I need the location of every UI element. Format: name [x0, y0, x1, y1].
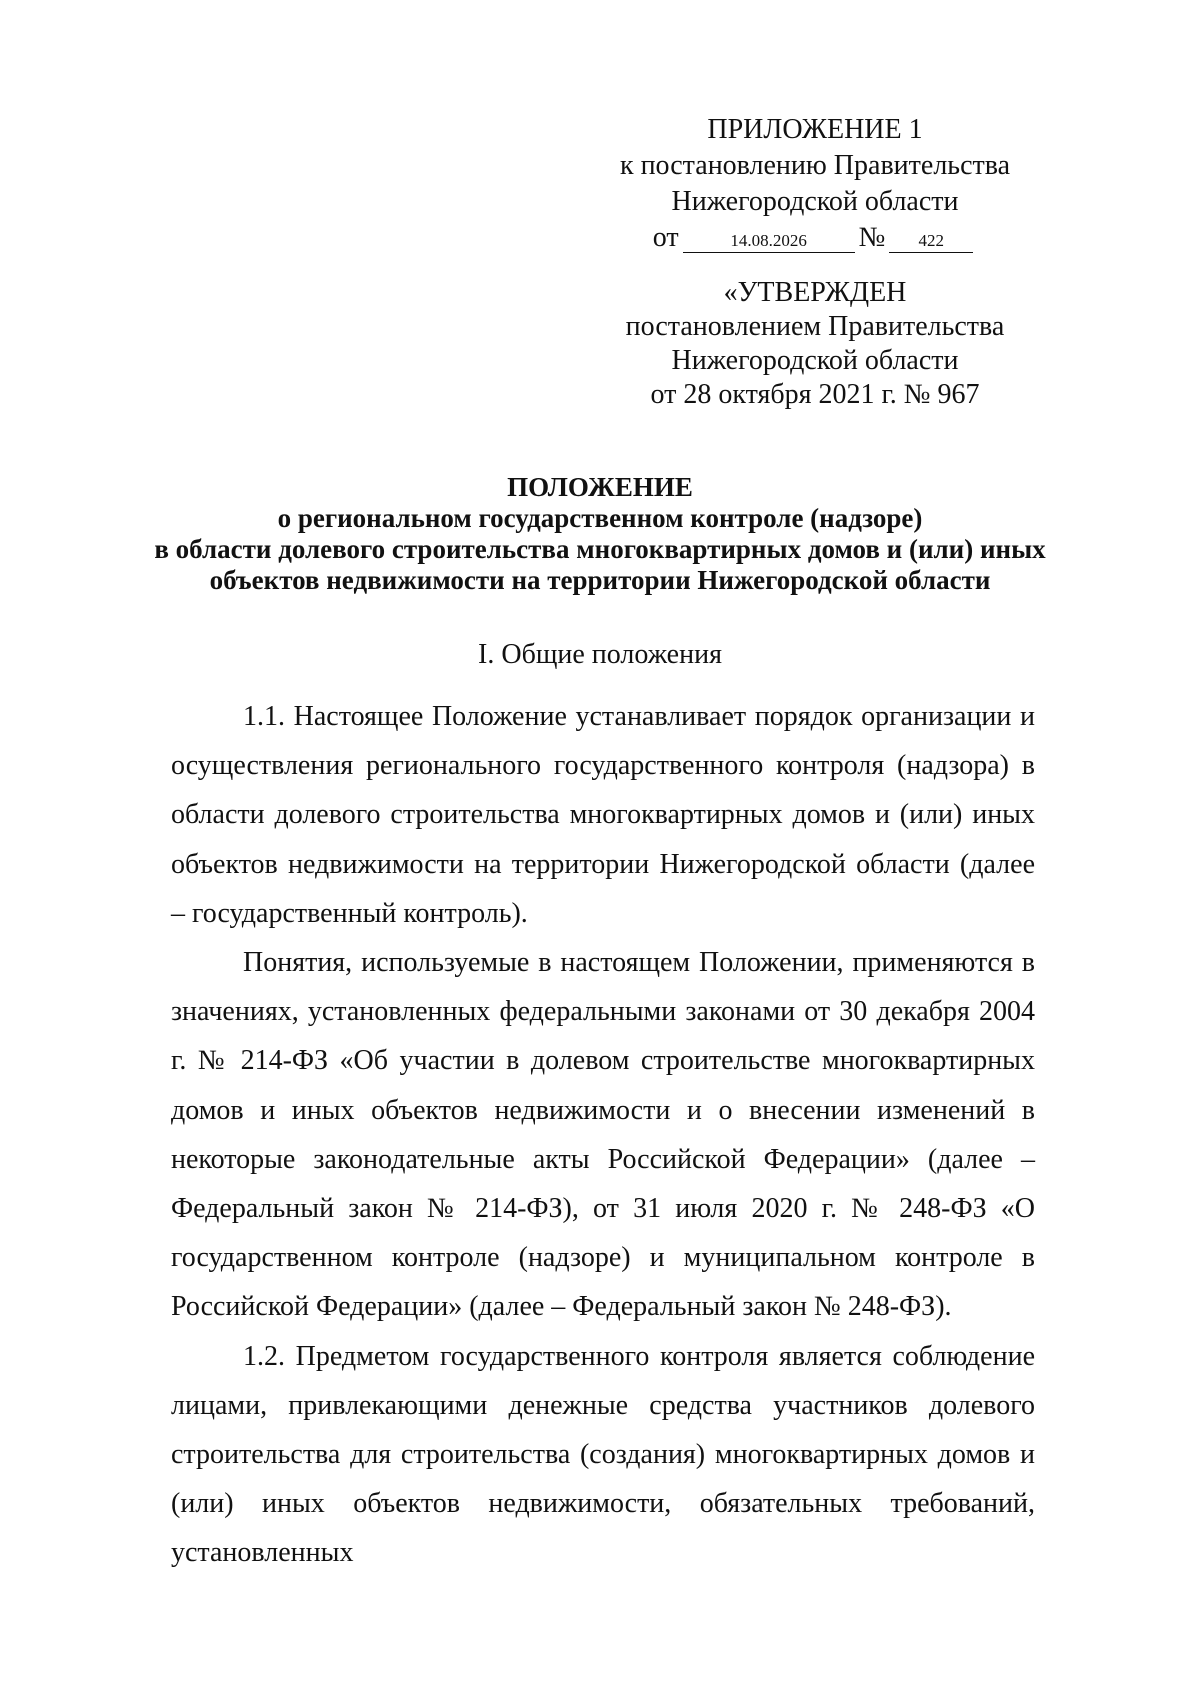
title-line-4: объектов недвижимости на территории Нижегородской области — [209, 565, 991, 595]
annex-date-line — [600, 220, 1030, 256]
body-text — [171, 692, 1035, 1578]
annex-region: Нижегородской области — [671, 186, 959, 217]
approved-line-3: Нижегородской области — [671, 345, 959, 376]
paragraph-definitions: Понятия, используемые в настоящем Положении, применяются в значениях, установленных федеральными законами от 30 декабря 2004 г. № 214-ФЗ «Об участии в долевом строительстве многоквартирных домов и иных объектов недвижимости и о внесении изменений в некоторые законодательные акты Российской Федерации» (далее – Федеральный закон № 214-ФЗ), от 31 июля 2020 г. № 248-ФЗ «О государственном контроле (надзоре) и муниципальном контроле в Российской Федерации» (далее – Федеральный закон № 248-ФЗ). — [171, 947, 1035, 1323]
title-line-1: ПОЛОЖЕНИЕ — [507, 472, 693, 502]
annex-reference: к постановлению Правительства — [619, 150, 1011, 181]
approved-line-4: от 28 октября 2021 г. № 967 — [650, 379, 980, 410]
annex-title: ПРИЛОЖЕНИЕ 1 — [707, 114, 923, 145]
paragraph-1-2: 1.2. Предметом государственного контроля является соблюдение лицами, привлекающими денежные средства участников долевого строительства для строительства (создания) многоквартирных домов и (или) иных объектов недвижимости, обязательных требований, установленных — [171, 1340, 1035, 1569]
document-title — [120, 472, 1080, 596]
annex-number-value: 422 — [889, 230, 973, 253]
title-line-2: о региональном государственном контроле (надзоре) — [277, 503, 923, 533]
annex-number-sign: № — [858, 222, 886, 253]
annex-date-prefix: от — [652, 222, 679, 253]
approval-stamp-block — [600, 276, 1030, 412]
paragraph-1-1: 1.1. Настоящее Положение устанавливает порядок организации и осуществления регионального государственного контроля (надзора) в области долевого строительства многоквартирных домов и (или) иных объектов недвижимости на территории Нижегородской области (далее – государственный контроль). — [171, 701, 1035, 929]
approved-line-1: «УТВЕРЖДЕН — [723, 277, 907, 308]
annex-header — [600, 112, 1030, 256]
approved-line-2: постановлением Правительства — [625, 311, 1005, 342]
title-line-3: в области долевого строительства многоквартирных домов и (или) иных — [154, 534, 1046, 564]
section-heading: I. Общие положения — [478, 639, 722, 670]
annex-date-value: 14.08.2026 — [683, 230, 855, 253]
